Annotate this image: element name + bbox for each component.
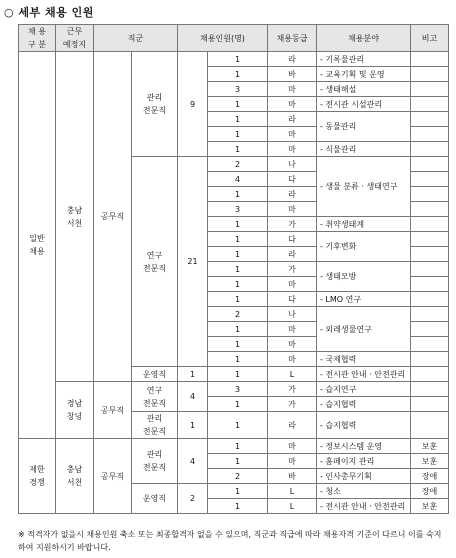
count-cell: 1 bbox=[208, 52, 268, 67]
recruitment-table bbox=[18, 24, 449, 514]
grade-cell: 마 bbox=[268, 97, 317, 112]
grade-cell: 나 bbox=[268, 157, 317, 172]
count-cell: 1 bbox=[208, 397, 268, 412]
grade-cell: 라 bbox=[268, 412, 317, 439]
remark-cell: 보훈 bbox=[411, 499, 449, 514]
grade-cell: 가 bbox=[268, 382, 317, 397]
grade-cell: 가 bbox=[268, 397, 317, 412]
remark-cell bbox=[411, 382, 449, 397]
remark-cell bbox=[411, 277, 449, 292]
count-cell: 1 bbox=[208, 217, 268, 232]
location-chungnam: 충남 서천 bbox=[56, 52, 94, 382]
grade-cell: L bbox=[268, 367, 317, 382]
category-general: 일반 채용 bbox=[19, 52, 56, 439]
grade-cell: 마 bbox=[268, 337, 317, 352]
job-mgmt: 관리 전문직 bbox=[132, 52, 178, 157]
count-cell: 1 bbox=[208, 97, 268, 112]
field-cell: - 전시관 안내 · 안전관리 bbox=[317, 499, 411, 514]
count-cell: 1 bbox=[208, 277, 268, 292]
remark-cell: 보훈 bbox=[411, 439, 449, 454]
table-row bbox=[19, 52, 449, 67]
section-title: ○ 세부 채용 인원 bbox=[4, 6, 94, 19]
job-civil: 공무직 bbox=[94, 439, 132, 514]
field-cell: - 동물관리 bbox=[317, 112, 411, 142]
total-operation: 1 bbox=[178, 367, 208, 382]
remark-cell bbox=[411, 172, 449, 187]
total-mgmt: 4 bbox=[178, 439, 208, 484]
job-mgmt: 관리 전문직 bbox=[132, 412, 178, 439]
remark-cell bbox=[411, 307, 449, 322]
job-mgmt: 관리 전문직 bbox=[132, 439, 178, 484]
field-cell: - 정보시스템 운영 bbox=[317, 439, 411, 454]
category-limited: 제한 경쟁 bbox=[19, 439, 56, 514]
remark-cell: 보훈 bbox=[411, 454, 449, 469]
header-row bbox=[19, 25, 449, 52]
grade-cell: 마 bbox=[268, 439, 317, 454]
remark-cell bbox=[411, 112, 449, 127]
count-cell: 3 bbox=[208, 382, 268, 397]
field-cell: - 청소 bbox=[317, 484, 411, 499]
grade-cell: 마 bbox=[268, 352, 317, 367]
grade-cell: 라 bbox=[268, 112, 317, 127]
footnote: ※ 적격자가 없을시 채용인원 축소 또는 최종합격자 없을 수 있으며, 직군과 직급에 따라 채용자격 기준이 다르니 이를 숙지하여 지원하시기 바랍니다. bbox=[18, 530, 442, 552]
field-cell: - 홈페이지 관리 bbox=[317, 454, 411, 469]
remark-cell bbox=[411, 127, 449, 142]
remark-cell bbox=[411, 232, 449, 247]
remark-cell bbox=[411, 292, 449, 307]
header-location: 근무 예정지 bbox=[56, 25, 94, 52]
count-cell: 3 bbox=[208, 202, 268, 217]
grade-cell: L bbox=[268, 499, 317, 514]
grade-cell: 라 bbox=[268, 247, 317, 262]
remark-cell bbox=[411, 187, 449, 202]
remark-cell bbox=[411, 52, 449, 67]
grade-cell: 마 bbox=[268, 127, 317, 142]
field-cell: - 습지협력 bbox=[317, 397, 411, 412]
remark-cell bbox=[411, 157, 449, 172]
grade-cell: 다 bbox=[268, 232, 317, 247]
remark-cell bbox=[411, 262, 449, 277]
count-cell: 1 bbox=[208, 247, 268, 262]
grade-cell: 바 bbox=[268, 469, 317, 484]
field-cell: - 생물 분류 · 생태연구 bbox=[317, 157, 411, 217]
grade-cell: 마 bbox=[268, 277, 317, 292]
field-cell: - 생태해설 bbox=[317, 82, 411, 97]
grade-cell: 마 bbox=[268, 322, 317, 337]
count-cell: 1 bbox=[208, 484, 268, 499]
count-cell: 1 bbox=[208, 412, 268, 439]
header-count: 채용인원(명) bbox=[178, 25, 268, 52]
header-field: 채용분야 bbox=[317, 25, 411, 52]
remark-cell bbox=[411, 217, 449, 232]
grade-cell: 나 bbox=[268, 307, 317, 322]
remark-cell bbox=[411, 322, 449, 337]
remark-cell bbox=[411, 337, 449, 352]
count-cell: 1 bbox=[208, 292, 268, 307]
field-cell: - 국제협력 bbox=[317, 352, 411, 367]
count-cell: 1 bbox=[208, 454, 268, 469]
count-cell: 2 bbox=[208, 157, 268, 172]
remark-cell bbox=[411, 352, 449, 367]
field-cell: - 기후변화 bbox=[317, 232, 411, 262]
remark-cell: 장애 bbox=[411, 469, 449, 484]
count-cell: 1 bbox=[208, 322, 268, 337]
count-cell: 3 bbox=[208, 82, 268, 97]
grade-cell: 마 bbox=[268, 82, 317, 97]
count-cell: 1 bbox=[208, 367, 268, 382]
grade-cell: 마 bbox=[268, 202, 317, 217]
remark-cell bbox=[411, 97, 449, 112]
field-cell: - 식물관리 bbox=[317, 142, 411, 157]
count-cell: 1 bbox=[208, 112, 268, 127]
count-cell: 2 bbox=[208, 469, 268, 484]
grade-cell: 마 bbox=[268, 454, 317, 469]
total-research: 4 bbox=[178, 382, 208, 412]
remark-cell bbox=[411, 82, 449, 97]
remark-cell bbox=[411, 247, 449, 262]
total-mgmt: 9 bbox=[178, 52, 208, 157]
count-cell: 1 bbox=[208, 127, 268, 142]
field-cell: - 생태모방 bbox=[317, 262, 411, 292]
job-operation: 운영직 bbox=[132, 484, 178, 514]
grade-cell: 바 bbox=[268, 67, 317, 82]
header-remark: 비고 bbox=[411, 25, 449, 52]
table-row bbox=[19, 382, 449, 397]
total-mgmt: 1 bbox=[178, 412, 208, 439]
field-cell: - 취약생태계 bbox=[317, 217, 411, 232]
count-cell: 1 bbox=[208, 232, 268, 247]
location-gyeongnam: 경남 창녕 bbox=[56, 382, 94, 439]
field-cell: - 습지협력 bbox=[317, 412, 411, 439]
remark-cell bbox=[411, 67, 449, 82]
count-cell: 1 bbox=[208, 262, 268, 277]
header-category: 채 용 구 분 bbox=[19, 25, 56, 52]
remark-cell bbox=[411, 202, 449, 217]
count-cell: 1 bbox=[208, 67, 268, 82]
field-cell: - LMO 연구 bbox=[317, 292, 411, 307]
grade-cell: 마 bbox=[268, 142, 317, 157]
job-research: 연구 전문직 bbox=[132, 157, 178, 367]
count-cell: 1 bbox=[208, 142, 268, 157]
grade-cell: 다 bbox=[268, 172, 317, 187]
count-cell: 1 bbox=[208, 439, 268, 454]
field-cell: - 전시관 시설관리 bbox=[317, 97, 411, 112]
field-cell: - 전시관 안내 · 안전관리 bbox=[317, 367, 411, 382]
table-row bbox=[19, 439, 449, 454]
remark-cell bbox=[411, 412, 449, 439]
location-chungnam: 충남 서천 bbox=[56, 439, 94, 514]
field-cell: - 교육기획 및 운영 bbox=[317, 67, 411, 82]
remark-cell bbox=[411, 367, 449, 382]
count-cell: 4 bbox=[208, 172, 268, 187]
count-cell: 1 bbox=[208, 499, 268, 514]
count-cell: 1 bbox=[208, 187, 268, 202]
job-civil: 공무직 bbox=[94, 52, 132, 382]
job-civil: 공무직 bbox=[94, 382, 132, 439]
header-job: 직군 bbox=[94, 25, 178, 52]
job-operation: 운영직 bbox=[132, 367, 178, 382]
count-cell: 2 bbox=[208, 307, 268, 322]
count-cell: 1 bbox=[208, 352, 268, 367]
total-operation: 2 bbox=[178, 484, 208, 514]
job-research: 연구 전문직 bbox=[132, 382, 178, 412]
remark-cell bbox=[411, 397, 449, 412]
field-cell: - 인사총무기획 bbox=[317, 469, 411, 484]
field-cell: - 습지연구 bbox=[317, 382, 411, 397]
grade-cell: 라 bbox=[268, 187, 317, 202]
total-research: 21 bbox=[178, 157, 208, 367]
grade-cell: 다 bbox=[268, 292, 317, 307]
grade-cell: 라 bbox=[268, 52, 317, 67]
grade-cell: 가 bbox=[268, 262, 317, 277]
field-cell: - 기록물관리 bbox=[317, 52, 411, 67]
remark-cell bbox=[411, 142, 449, 157]
grade-cell: 가 bbox=[268, 217, 317, 232]
header-grade: 채용등급 bbox=[268, 25, 317, 52]
remark-cell: 장애 bbox=[411, 484, 449, 499]
field-cell: - 외래생물연구 bbox=[317, 307, 411, 352]
count-cell: 1 bbox=[208, 337, 268, 352]
grade-cell: L bbox=[268, 484, 317, 499]
